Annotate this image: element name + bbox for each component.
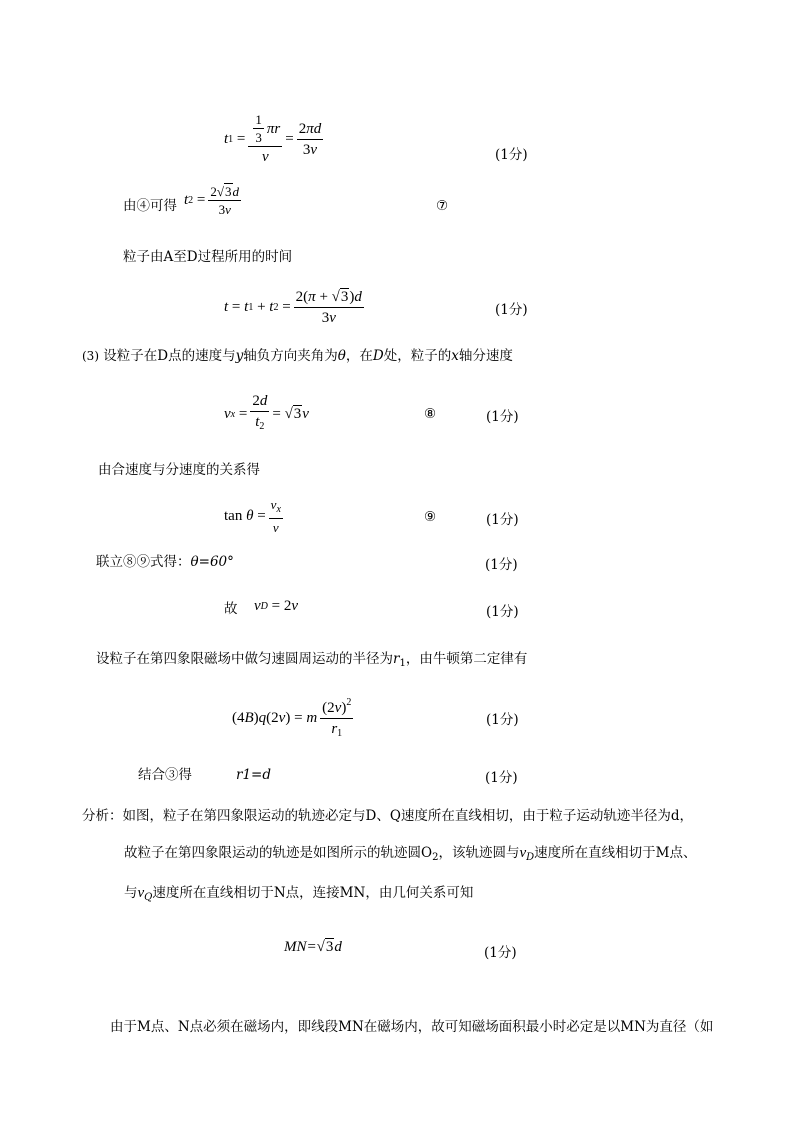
- combine-3-text: 结合③得: [138, 767, 192, 783]
- r1-equals-d: r1=d: [236, 767, 271, 783]
- score-label: (1分): [486, 512, 519, 528]
- analysis-2b: ，该轨迹圆与: [438, 845, 520, 861]
- analysis-3b: 速度所在直线相切于N点，连接MN，由几何关系可知: [152, 885, 474, 901]
- combine-89-text: 联立⑧⑨式得：: [96, 554, 191, 570]
- equation-t1: t 1 = $\frac{1}{3}$ πr v = $\frac{2\pi d}{3v}$: [224, 112, 322, 165]
- equation-vx: v x = $\frac{2d}{t_2}$ = √3 v: [224, 393, 309, 432]
- time-label: 粒子由A至D过程所用的时间: [123, 249, 293, 265]
- analysis-line-1: 分析：如图，粒子在第四象限运动的轨迹必定与D、Q速度所在直线相切，由于粒子运动轨迹半径为d，: [82, 808, 694, 824]
- part3-a: 设粒子在D点的速度与: [103, 348, 236, 364]
- circled-9: ⑨: [424, 509, 437, 525]
- score-label: (1分): [495, 147, 528, 163]
- score-label: (1分): [484, 945, 517, 961]
- circled-7: ⑦: [436, 198, 449, 214]
- radius-intro-line: 设粒子在第四象限磁场中做匀速圆周运动的半径为$r_1$，由牛顿第二定律有: [96, 651, 528, 669]
- part3-e: 轴分速度: [458, 348, 513, 364]
- analysis-3a: 与: [124, 885, 138, 901]
- equation-mn: MN= √3 d: [284, 939, 342, 955]
- theta-value: θ=60°: [190, 554, 234, 570]
- from-4-text: 由④可得: [123, 198, 177, 214]
- equation-vd: v D = 2 v: [254, 598, 299, 614]
- part3-number: (3): [82, 349, 99, 363]
- radius-intro-b: ，由牛顿第二定律有: [405, 651, 528, 667]
- part3-c: ，在: [345, 348, 373, 364]
- score-label: (1分): [495, 302, 528, 318]
- last-line: 由于M点、N点必须在磁场内，即线段MN在磁场内，故可知磁场面积最小时必定是以MN为直径（如: [110, 1019, 714, 1035]
- mn-label: MN=: [284, 939, 317, 955]
- score-label: (1分): [486, 604, 519, 620]
- part3-d: 处，粒子的: [383, 348, 452, 364]
- score-label: (1分): [486, 712, 519, 728]
- analysis-2a: 故粒子在第四象限运动的轨迹是如图所示的轨迹圆O: [124, 845, 433, 861]
- equation-tan: tan θ = $\frac{v_x}{v}$: [224, 497, 281, 535]
- radius-intro-a: 设粒子在第四象限磁场中做匀速圆周运动的半径为: [96, 651, 393, 667]
- part3-b: 轴负方向夹角为: [243, 348, 338, 364]
- score-label: (1分): [485, 557, 518, 573]
- equation-newton: (4 B ) q (2 v ) = m $\frac{(2v)^2}{r_1}$: [232, 694, 356, 743]
- relation-text: 由合速度与分速度的关系得: [98, 462, 260, 478]
- combine-89-line: [96, 553, 234, 571]
- score-label: (1分): [485, 770, 518, 786]
- analysis-line-2: 故粒子在第四象限运动的轨迹是如图所示的轨迹圆$O_2$，该轨迹圆与$v_D$速度所在直线相切于M点、: [124, 845, 697, 863]
- so-text: 故: [224, 601, 238, 617]
- part3-line: (3) 设粒子在D点的速度与y轴负方向夹角为θ，在D处，粒子的x轴分速度: [82, 348, 513, 364]
- circled-8: ⑧: [424, 406, 437, 422]
- equation-t2: t 2 = $\frac{2√3d}{3v}$: [184, 184, 240, 217]
- analysis-line-3: 与$v_Q$速度所在直线相切于N点，连接MN，由几何关系可知: [124, 885, 474, 903]
- equation-t: t = t 1 + t 2 = $\frac{2(\pi + √3)d}{3v}$: [224, 289, 362, 326]
- analysis-2c: 速度所在直线相切于M点、: [534, 845, 697, 861]
- score-label: (1分): [486, 409, 519, 425]
